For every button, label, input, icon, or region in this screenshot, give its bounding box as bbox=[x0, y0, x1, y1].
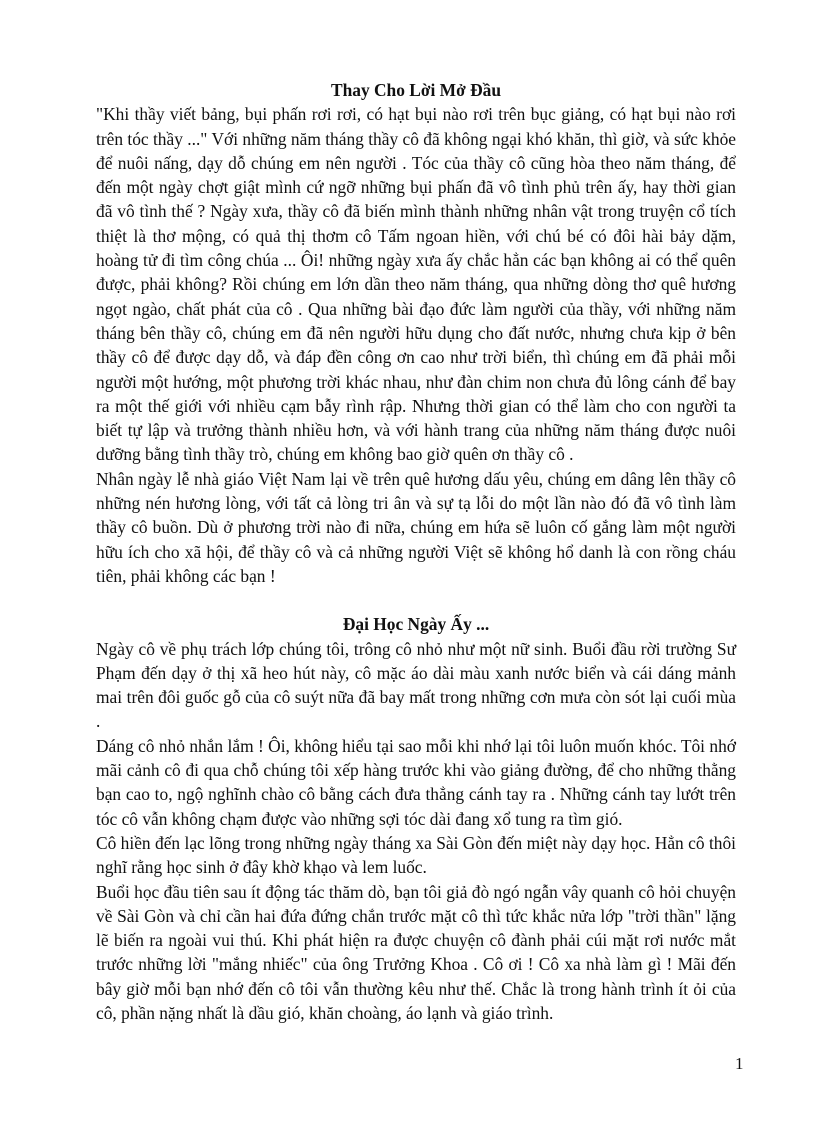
page-number: 1 bbox=[735, 1054, 744, 1073]
page-content bbox=[96, 78, 736, 1025]
university-paragraph-4: Buổi học đầu tiên sau ít động tác thăm dò, bạn tôi giả đò ngó ngẫn vây quanh cô hỏi chuyện về Sài Gòn và chỉ cần hai đứa đứng chắn trước mặt cô thì tức khắc nửa lớp "trời thần" lặng lẽ biến ra ngoài vui thú. Khi phát hiện ra được chuyện cô đành phải cúi mặt rơi nước mắt trước những lời "mắng nhiếc" của ông Trưởng Khoa . Cô ơi ! Cô xa nhà làm gì ! Mãi đến bây giờ mỗi bạn nhớ đến cô tôi vẫn thường kêu như thế. Chắc là trong hành trình ít ỏi của cô, phần nặng nhất là dầu gió, khăn choàng, áo lạnh và giáo trình. bbox=[96, 881, 736, 1023]
section-title-university: Đại Học Ngày Ấy ... bbox=[342, 614, 490, 635]
university-paragraph-2: Dáng cô nhỏ nhắn lắm ! Ôi, không hiểu tại sao mỗi khi nhớ lại tôi luôn muốn khóc. Tôi nhớ mãi cảnh cô đi qua chỗ chúng tôi xếp hàng trước khi vào giảng đường, để cho những thằng bạn cao to, ngộ nghĩnh chào cô bằng cách đưa thẳng cánh tay ra . Những cánh tay lướt trên tóc cô vẫn không chạm được vào những sợi tóc dài đang xổ tung ra tìm gió. bbox=[96, 735, 736, 829]
intro-paragraph-2: Nhân ngày lễ nhà giáo Việt Nam lại về trên quê hương dấu yêu, chúng em dâng lên thầy cô những nén hương lòng, với tất cả lòng tri ân và sự tạ lỗi do một lần nào đó đã vô tình làm thầy cô buồn. Dù ở phương trời nào đi nữa, chúng em hứa sẽ luôn cố gắng làm một người hữu ích cho xã hội, để thầy cô và cả những người Việt sẽ không hổ danh là con rồng cháu tiên, phải không các bạn ! bbox=[96, 468, 736, 586]
intro-paragraph-1: "Khi thầy viết bảng, bụi phấn rơi rơi, có hạt bụi nào rơi trên bục giảng, có hạt bụi nào rơi trên tóc thầy ..." Với những năm tháng thầy cô đã không ngại khó khăn, thì giờ, và sức khỏe để nuôi nấng, dạy dỗ chúng em nên người . Tóc của thầy cô cũng hòa theo năm tháng, để đến một ngày chợt giật mình cứ ngỡ những bụi phấn đã vô tình phủ trên ấy, hay thời gian đã vô tình thế ? Ngày xưa, thầy cô đã biến mình thành những nhân vật trong truyện cổ tích thiệt là thơ mộng, có quả thị thơm cô Tấm ngoan hiền, với chú bé có đôi hài bảy dặm, hoàng tử đi tìm công chúa ... Ôi! những ngày xưa ấy chắc hẳn các bạn không ai có thể quên được, phải không? Rồi chúng em lớn dần theo năm tháng, qua những dòng thơ quê hương ngọt ngào, chất phát của cô . Qua những bài đạo đức làm người của thầy, với những năm tháng bên thầy cô, chúng em đã nên người hữu dụng cho đất nước, nhưng chưa kịp ở bên thầy cô để được dạy dỗ, và đáp đền công ơn cao như trời biển, thì chúng em đã phải mỗi người một hướng, một phương trời khác nhau, như đàn chim non chưa đủ lông cánh để bay ra một thế giới với nhiều cạm bẫy rình rập. Nhưng thời gian có thể làm cho con người ta biết tự lập và trưởng thành nhiều hơn, và với hành trang của những năm tháng được nuôi dưỡng bằng tình thầy trò, chúng em không bao giờ quên ơn thầy cô . bbox=[96, 104, 737, 465]
section-title-intro: Thay Cho Lời Mở Đầu bbox=[330, 80, 501, 100]
university-paragraph-3: Cô hiền đến lạc lõng trong những ngày tháng xa Sài Gòn đến miệt này dạy học. Hẳn cô thôi nghĩ rằng học sinh ở đây khờ khạo và lem luốc. bbox=[96, 832, 736, 878]
university-paragraph-1: Ngày cô về phụ trách lớp chúng tôi, trông cô nhỏ như một nữ sinh. Buổi đầu rời trường Sư Phạm đến dạy ở thị xã heo hút này, cô mặc áo dài màu xanh nước biển và cái dáng mảnh mai trên đôi guốc gỗ của cô suýt nữa đã bay mất trong những cơn mưa còn sót lại cuối mùa . bbox=[96, 638, 736, 732]
